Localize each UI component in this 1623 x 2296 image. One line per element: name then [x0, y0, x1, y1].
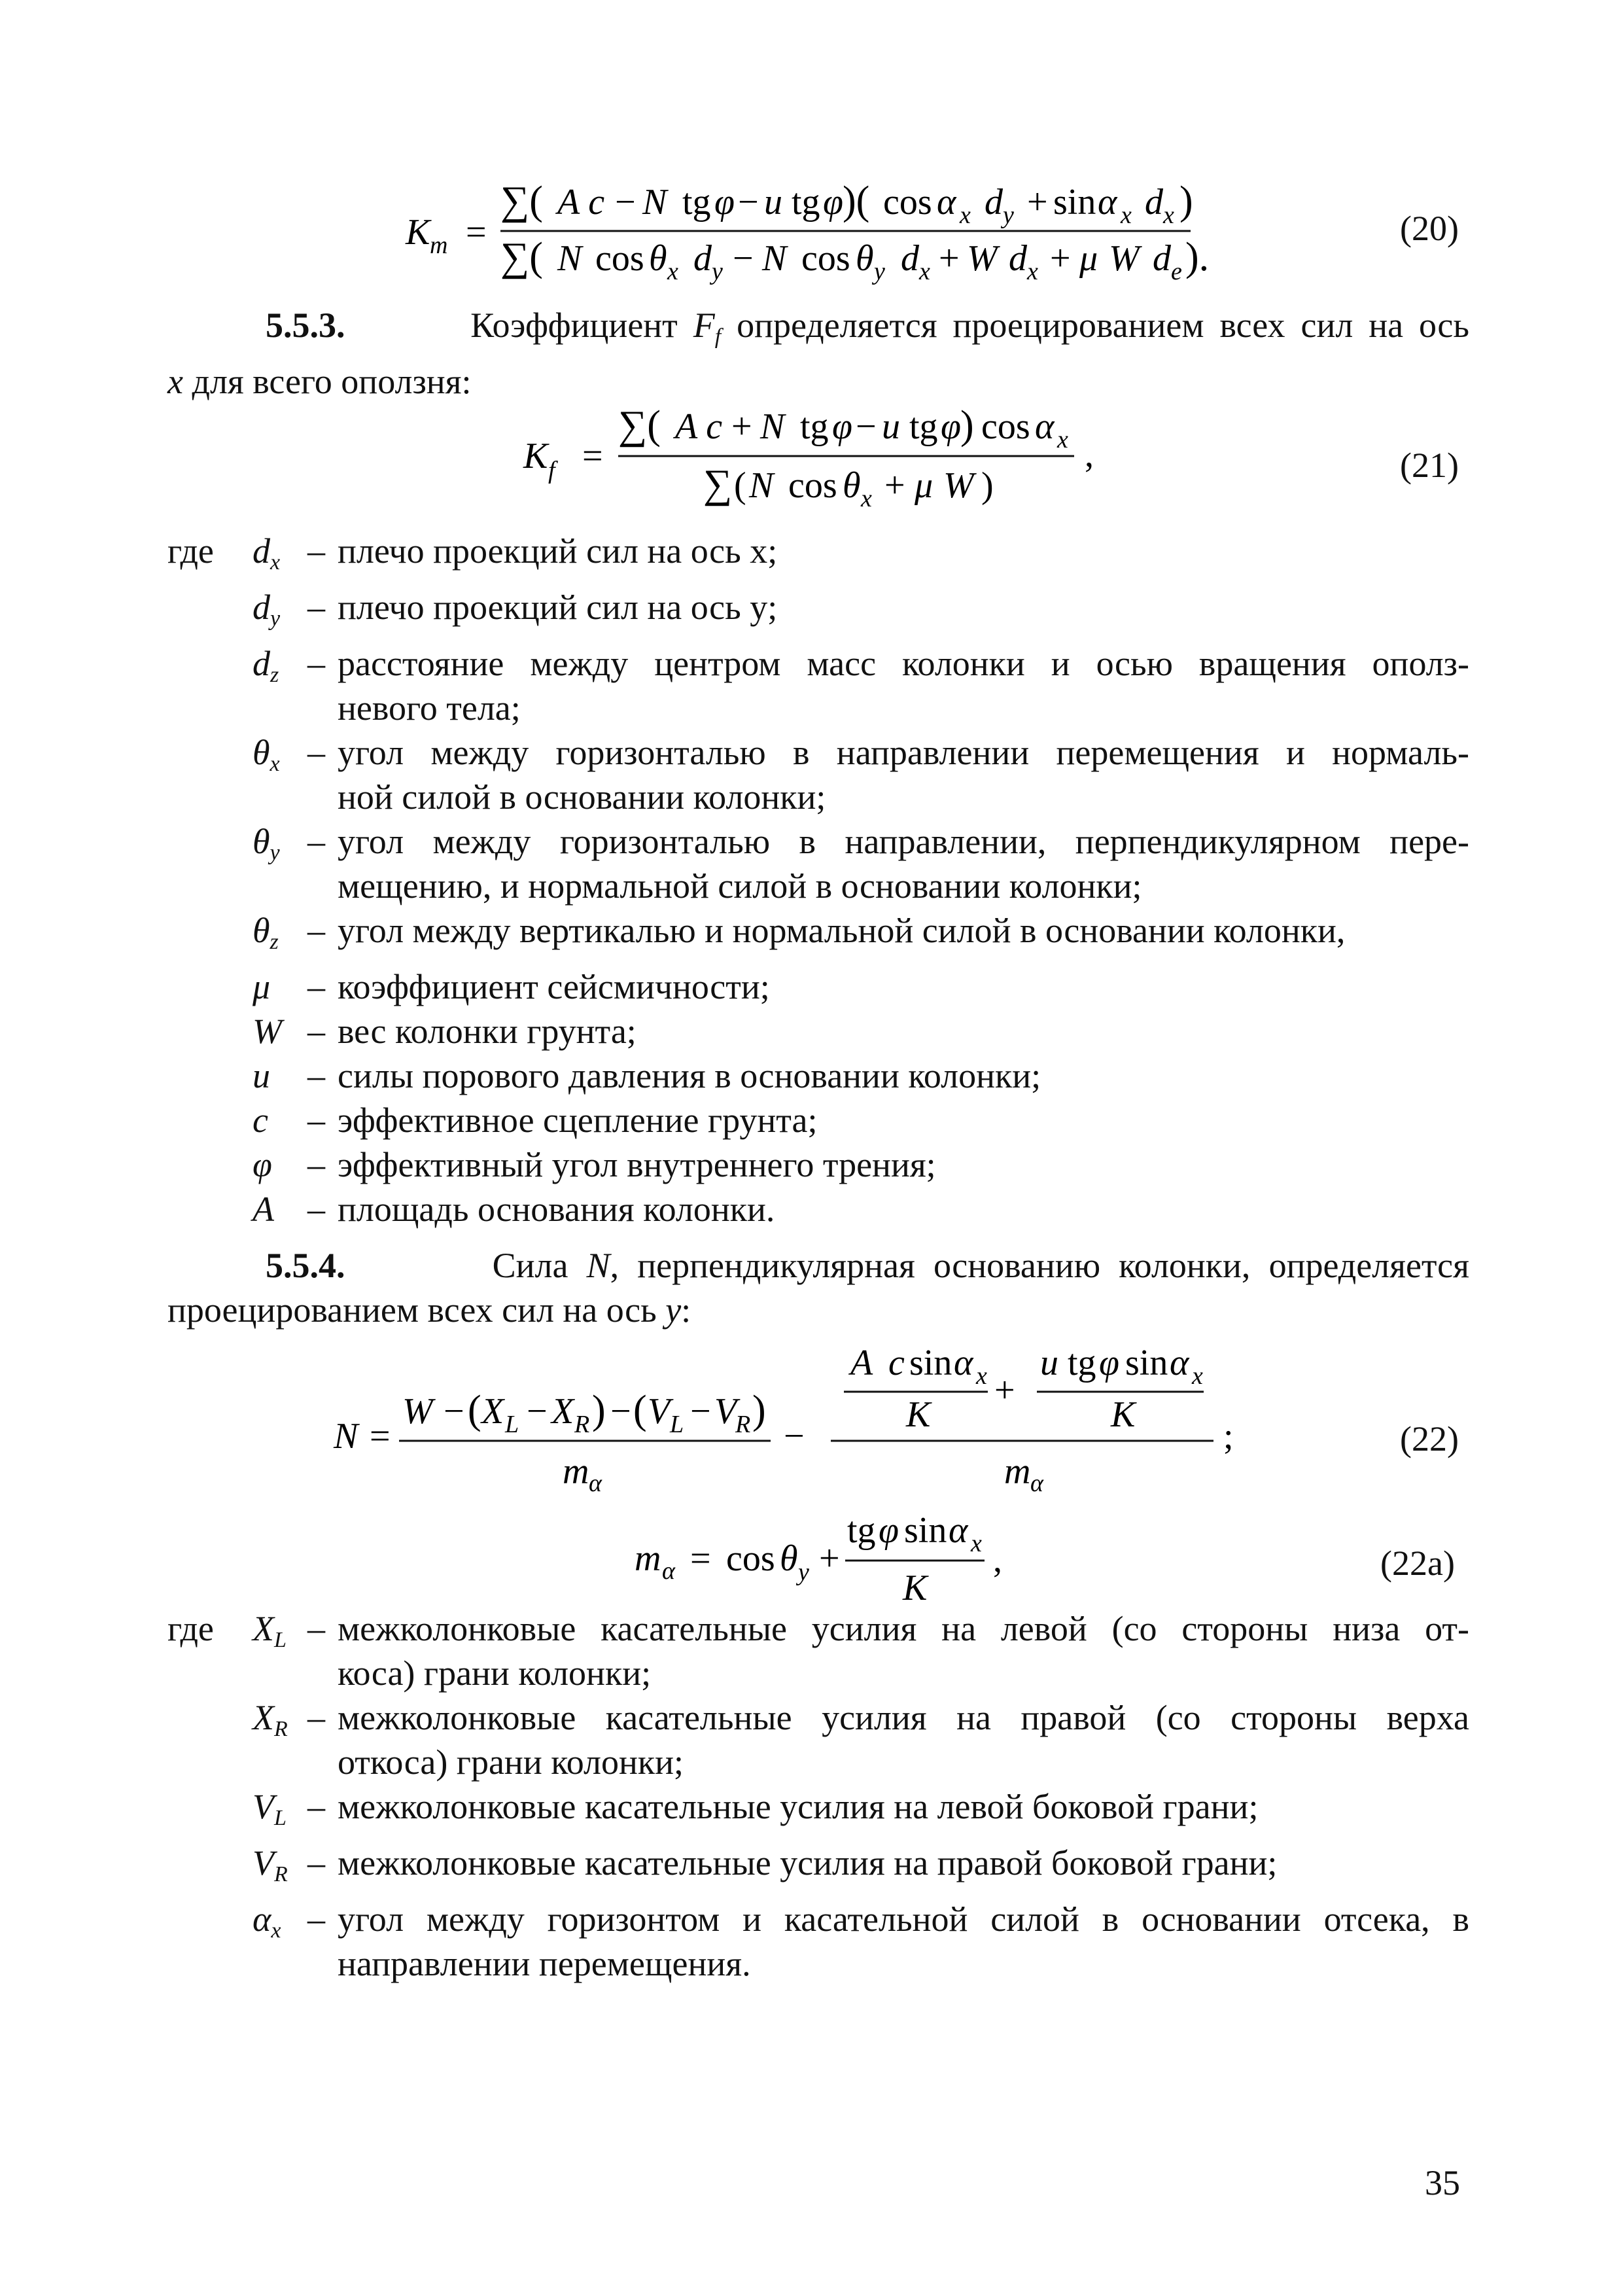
svg-text:x: x — [960, 202, 971, 229]
svg-text:∑(: ∑( — [618, 403, 661, 448]
svg-text:(: ( — [633, 1388, 647, 1432]
svg-text:α: α — [949, 1510, 968, 1551]
svg-text:φ: φ — [941, 406, 961, 447]
equation-20 — [406, 167, 1321, 291]
equation-21 — [523, 396, 1243, 520]
svg-text:W: W — [402, 1391, 433, 1432]
definitions-list-1 — [167, 529, 1469, 1231]
svg-text:x: x — [1057, 426, 1068, 453]
def-item-theta-y: $\theta_y$ – угол между горизонталью в направлении, перпендикулярном пере- мещению, и нормальной силой в основании колонки; — [253, 822, 1469, 906]
svg-text:y: y — [712, 258, 723, 285]
section-5-5-4-line2: проецированием всех сил на ось y: — [167, 1290, 691, 1330]
svg-text:N: N — [334, 1416, 358, 1457]
svg-text:φ: φ — [714, 182, 735, 222]
section-5-5-3 — [167, 303, 1469, 404]
svg-text:φ: φ — [879, 1510, 899, 1551]
svg-text:cos: cos — [726, 1538, 775, 1579]
def-item-theta-x: $\theta_x$ – угол между горизонталью в направлении перемещения и нормаль- ной силой в основании колонки; — [253, 733, 1469, 817]
svg-text:d: d — [1153, 238, 1171, 279]
def-item-w: W – вес колонки грунта; — [253, 1012, 637, 1051]
svg-text:−: − — [615, 182, 636, 222]
svg-text:x: x — [1027, 258, 1038, 285]
svg-text:+: + — [1050, 238, 1071, 279]
svg-text:N: N — [749, 465, 774, 506]
svg-text:x: x — [1192, 1362, 1203, 1390]
page-number: 35 — [1425, 2163, 1460, 2202]
svg-text:X: X — [481, 1391, 504, 1432]
def-item-vr: $V_R$ – межколонковые касательные усилия на правой боковой грани; — [253, 1843, 1278, 1886]
equation-22-formula — [334, 1338, 1315, 1495]
svg-text:u: u — [882, 406, 900, 447]
svg-text:α: α — [1170, 1343, 1189, 1383]
svg-text:d: d — [1009, 238, 1027, 279]
svg-text:α: α — [954, 1343, 973, 1383]
svg-text:μ: μ — [915, 465, 934, 506]
svg-text:α: α — [1035, 406, 1055, 447]
svg-text:): ) — [960, 403, 974, 448]
equation-22a-number: (22a) — [1380, 1544, 1455, 1583]
svg-text:tg: tg — [682, 182, 711, 222]
svg-text:tg: tg — [847, 1510, 876, 1551]
svg-text:=: = — [582, 436, 603, 476]
svg-text:cos: cos — [788, 465, 837, 506]
svg-text:+: + — [994, 1370, 1015, 1411]
svg-text:φ: φ — [832, 406, 852, 447]
svg-text:d: d — [693, 238, 712, 279]
svg-text:tg: tg — [909, 406, 938, 447]
svg-text:cos: cos — [981, 406, 1030, 447]
svg-text:θ: θ — [649, 238, 667, 279]
svg-text:∑: ∑ — [703, 462, 733, 506]
svg-text:+: + — [884, 465, 905, 506]
svg-text:m: m — [563, 1451, 589, 1492]
svg-text:,: , — [1085, 434, 1094, 475]
svg-text:−: − — [733, 238, 754, 279]
section-5-5-3-line1: 5.5.3. Коэффициент $F_f$ определяется проецированием всех сил на ось — [266, 306, 1470, 349]
svg-text:K: K — [406, 212, 430, 253]
svg-text:N: N — [760, 406, 785, 447]
section-5-5-3-line2: x для всего оползня: — [167, 362, 472, 401]
svg-text:α: α — [937, 182, 956, 222]
def-item-theta-z: $\theta_z$ – угол между вертикалью и нормальной силой в основании колонки, — [253, 911, 1346, 954]
equation-20-formula — [406, 167, 1321, 291]
svg-text:x: x — [861, 485, 872, 512]
svg-text:N: N — [762, 238, 787, 279]
svg-text:+: + — [1027, 182, 1048, 222]
svg-text:+: + — [819, 1538, 840, 1579]
svg-text:(: ( — [468, 1388, 481, 1432]
svg-text:−: − — [784, 1416, 805, 1457]
svg-text:x: x — [976, 1362, 987, 1390]
svg-text:c: c — [888, 1343, 905, 1383]
svg-text:).: ). — [1185, 235, 1210, 279]
def-item-u: u – силы порового давления в основании колонки; — [253, 1056, 1041, 1095]
svg-text:−: − — [444, 1391, 464, 1432]
section-5-5-4-line1: 5.5.4. Сила N, перпендикулярная основанию колонки, определяется — [266, 1246, 1469, 1285]
def-item-xr: $X_R$ – межколонковые касательные усилия на правой (со стороны верха откоса) грани колонки; — [253, 1698, 1469, 1782]
svg-text:X: X — [551, 1391, 574, 1432]
svg-text:−: − — [527, 1391, 548, 1432]
def-item-dz: $d_z$ – расстояние между центром масс колонки и осью вращения ополз- невого тела; — [253, 644, 1469, 728]
svg-text:tg: tg — [800, 406, 829, 447]
svg-text:d: d — [901, 238, 919, 279]
svg-text:x: x — [971, 1530, 982, 1557]
svg-text:φ: φ — [1099, 1343, 1119, 1383]
equation-21-number: (21) — [1400, 446, 1459, 485]
svg-text:θ: θ — [780, 1538, 798, 1579]
equation-21-formula — [523, 396, 1243, 514]
svg-text:=: = — [466, 212, 487, 253]
svg-text:+: + — [939, 238, 960, 279]
svg-text:): ) — [592, 1388, 606, 1432]
svg-text:x: x — [1163, 202, 1174, 229]
svg-text:+: + — [731, 406, 752, 447]
definitions-list-2 — [167, 1606, 1469, 1986]
svg-text:u: u — [764, 182, 782, 222]
svg-text:sin: sin — [909, 1343, 952, 1383]
svg-text:K: K — [523, 436, 548, 476]
svg-text:)(: )( — [843, 179, 870, 223]
svg-text:=: = — [370, 1416, 391, 1457]
svg-text:L: L — [670, 1411, 684, 1438]
svg-text:∑(: ∑( — [500, 235, 543, 279]
svg-text:x: x — [919, 258, 930, 285]
equation-22-number: (22) — [1400, 1419, 1459, 1458]
def-item-a: A – площадь основания колонки. — [253, 1190, 775, 1229]
svg-text:W: W — [967, 238, 998, 279]
equation-22 — [334, 1338, 1315, 1495]
section-5-5-4 — [167, 1243, 1469, 1332]
svg-text:−: − — [610, 1391, 631, 1432]
svg-text:=: = — [690, 1538, 711, 1579]
svg-text:−: − — [738, 182, 759, 222]
svg-text:y: y — [1003, 202, 1014, 229]
svg-text:N: N — [557, 238, 582, 279]
svg-text:A c: A c — [557, 182, 605, 222]
svg-text:α: α — [589, 1470, 602, 1497]
svg-text:sin: sin — [904, 1510, 947, 1551]
svg-text:x: x — [1121, 202, 1132, 229]
def-item-dx: где $d_x$ – плечо проекций сил на ось x; — [167, 531, 778, 574]
svg-text:−: − — [856, 406, 877, 447]
svg-text:y: y — [874, 258, 885, 285]
svg-text:cos: cos — [883, 182, 932, 222]
svg-text:V: V — [648, 1391, 671, 1432]
def-item-alpha-x: $\alpha_x$ – угол между горизонтом и касательной силой в основании отсека, в направлении перемещения. — [253, 1899, 1469, 1983]
svg-text:W: W — [1109, 238, 1140, 279]
def-item-c: c – эффективное сцепление грунта; — [253, 1101, 818, 1140]
svg-text:cos: cos — [801, 238, 850, 279]
svg-text:μ: μ — [1079, 238, 1098, 279]
svg-text:tg: tg — [1068, 1343, 1096, 1383]
svg-text:α: α — [1098, 182, 1117, 222]
def-item-xl: где $X_L$ – межколонковые касательные усилия на левой (со стороны низа от- коса) грани колонки; — [167, 1609, 1469, 1693]
svg-text:L: L — [505, 1411, 519, 1438]
svg-text:(: ( — [734, 465, 746, 506]
svg-text:): ) — [752, 1388, 766, 1432]
def-item-phi: φ – эффективный угол внутреннего трения; — [253, 1145, 936, 1184]
svg-text:W: W — [943, 465, 974, 506]
svg-text:φ: φ — [823, 182, 843, 222]
svg-text:α: α — [662, 1557, 675, 1585]
svg-text:x: x — [667, 258, 678, 285]
svg-text:,: , — [993, 1540, 1002, 1580]
svg-text:V: V — [714, 1391, 737, 1432]
svg-text:R: R — [574, 1411, 590, 1438]
svg-text:sin: sin — [1053, 182, 1096, 222]
svg-text:d: d — [1145, 182, 1163, 222]
svg-text:θ: θ — [856, 238, 874, 279]
def-item-dy: $d_y$ – плечо проекций сил на ось y; — [253, 588, 778, 631]
svg-text:d: d — [985, 182, 1003, 222]
svg-text:;: ; — [1223, 1416, 1234, 1457]
svg-text:cos: cos — [595, 238, 644, 279]
svg-text:θ: θ — [843, 465, 861, 506]
svg-text:N: N — [642, 182, 667, 222]
section-5-5-3-heading: 5.5.3. — [266, 306, 345, 345]
svg-text:): ) — [981, 465, 994, 506]
svg-text:A c: A c — [675, 406, 723, 447]
equation-20-number: (20) — [1400, 209, 1459, 248]
svg-text:): ) — [1179, 179, 1193, 223]
svg-text:R: R — [735, 1411, 751, 1438]
def-item-vl: $V_L$ – межколонковые касательные усилия на левой боковой грани; — [253, 1787, 1259, 1830]
svg-text:m: m — [1004, 1451, 1031, 1492]
svg-text:−: − — [690, 1391, 711, 1432]
def-item-mu: μ – коэффициент сейсмичности; — [253, 967, 770, 1006]
svg-text:α: α — [1030, 1470, 1043, 1497]
svg-text:m: m — [635, 1538, 661, 1579]
svg-text:K: K — [1111, 1394, 1136, 1435]
svg-text:sin: sin — [1125, 1343, 1168, 1383]
svg-text:f: f — [548, 457, 555, 484]
svg-text:u: u — [1040, 1343, 1058, 1383]
svg-text:K: K — [906, 1394, 931, 1435]
svg-text:e: e — [1171, 258, 1182, 285]
svg-text:m: m — [430, 232, 448, 259]
svg-text:y: y — [798, 1559, 809, 1586]
svg-text:∑(: ∑( — [500, 179, 543, 223]
svg-text:K: K — [903, 1568, 928, 1608]
svg-text:A: A — [850, 1343, 873, 1383]
svg-text:tg: tg — [792, 182, 820, 222]
section-5-5-4-heading: 5.5.4. — [266, 1246, 345, 1285]
